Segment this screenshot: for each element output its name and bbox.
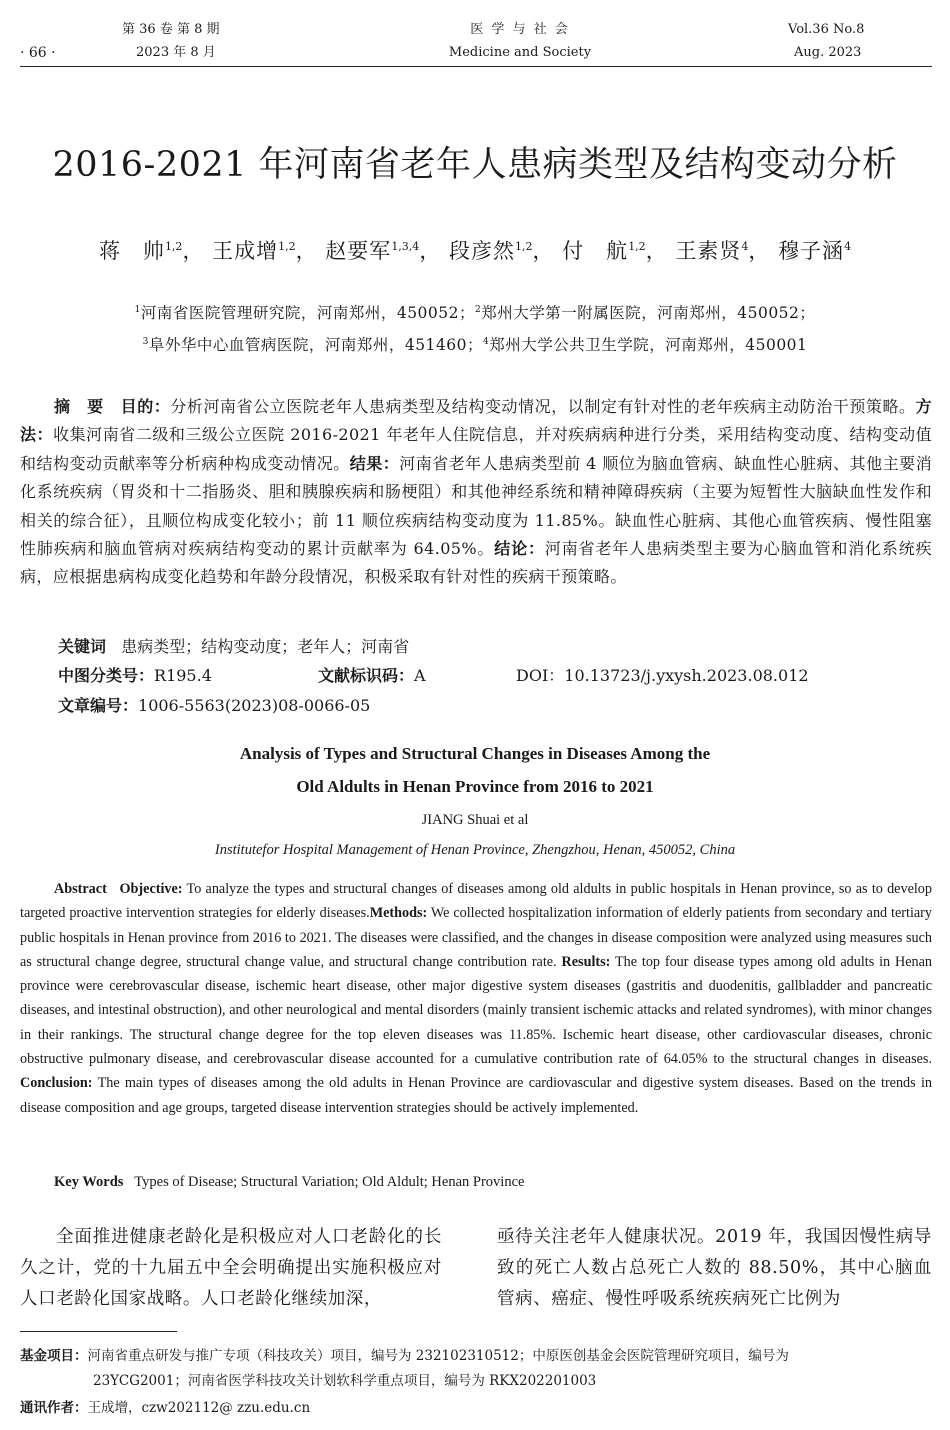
article-number: 文章编号：1006-5563(2023)08-0066-05 [58,696,371,715]
institution-en: Institutefor Hospital Management of Henan Province, Zhengzhou, Henan, 450052, China [214,842,736,858]
keywords-en: Key Words Types of Disease; Structural Variation; Old Aldult; Henan Province [54,1174,525,1190]
author-list: 蒋 帅$^{1,2}$， 王成增$^{1,2}$， 赵要军$^{1,3,4}$， 段彦然$^{1,2}$， 付 航$^{1,2}$， 王素贤$^4$， 穆子涵$^4$ [98,239,852,263]
date-en: Aug. 2023 [794,45,862,60]
document-code: 文献标识码：A [318,666,426,685]
page-number: · 66 · [20,45,56,61]
corresponding-author: 通讯作者：王成增，czw202112@ zzu.edu.cn [20,1400,311,1416]
article-title-en-line-1: Analysis of Types and Structural Changes in Diseases Among the [239,744,711,763]
affiliation-line-1: $^1$河南省医院管理研究院，河南郑州，450052；$^2$郑州大学第一附属医院，河南郑州，450052； [134,304,816,323]
keywords-cn: 关键词 患病类型；结构变动度；老年人；河南省 [58,637,410,656]
date-cn: 2023 年 8 月 [136,45,216,60]
journal-en: Medicine and Society [448,45,592,60]
fund-footnote: 基金项目：河南省重点研发与推广专项（科技攻关）项目，编号为 232102310512；中原医创基金会医院管理研究项目，编号为 [20,1348,789,1364]
journal-cn: 医 学 与 社 会 [470,22,570,37]
issue-cn: 第 36 卷 第 8 期 [122,22,220,37]
abstract-label: 摘 要 [54,397,104,416]
article-title-en-line-2: Old Aldults in Henan Province from 2016 to 2021 [296,777,654,796]
body-column-right: 亟待关注老年人健康状况。2019 年，我国因慢性病导致的死亡人数占总死亡人数的 88.50%，其中心脑血管病、癌症、慢性呼吸系统疾病死亡比例为 [497,1227,932,1309]
fund-footnote-cont: 23YCG2001；河南省医学科技攻关计划软科学重点项目，编号为 RKX202201003 [93,1373,597,1389]
author: 段彦然$^{1,2}$ [449,239,533,263]
footnote-rule [20,1331,177,1332]
author: 穆子涵$^4$ [778,239,852,263]
abstract-cn: 摘 要 目的：分析河南省公立医院老年人患病类型及结构变动情况，以制定有针对性的老年疾病主动防治干预策略。方法：收集河南省二级和三级公立医院 2016-2021 年老年人住院信息，并对疾病病种进行分类，采用结构变动度、结构变动值和结构变动贡献率等分析病种构成变动情况。结果：河南省老年人患病类型前 4 顺位为脑血管病、缺血性心脏病、其他主要消化系统疾病（胃炎和十二指肠炎、胆和胰腺疾病和肠梗阻）和其他神经系统和精神障碍疾病（主要为短暂性大脑缺血性发作和相关的综合征），且顺位构成变化较小；前 11 顺位疾病结构变动度为 11.85%。缺血性心脏病、其他心血管疾病、慢性阻塞性肺疾病和脑血管病对疾病结构变动的累计贡献率为 64.05%。结论：河南省老年人患病类型主要为心脑血管和消化系统疾病，应根据患病构成变化趋势和年龄分段情况，积极采取有针对性的疾病干预策略。 [20,397,933,587]
volume-en: Vol.36 No.8 [788,22,865,37]
author: 王素贤$^4$ [675,239,749,263]
author: 蒋 帅$^{1,2}$ [98,239,183,263]
affiliation-line-2: $^3$阜外华中心血管病医院，河南郑州，451460；$^4$郑州大学公共卫生学院，河南郑州，450001 [142,336,808,355]
author: 赵要军$^{1,3,4}$ [325,239,420,263]
author: 王成增$^{1,2}$ [212,239,296,263]
header-rule [20,66,932,67]
classification-line: 中图分类号：R195.4 [58,666,212,685]
doi: DOI：10.13723/j.yxysh.2023.08.012 [516,666,809,685]
article-title-cn: 2016-2021 年河南省老年人患病类型及结构变动分析 [52,145,898,185]
abstract-en: Abstract Objective: To analyze the types and structural changes of diseases among old aldults in public hospitals in Henan province, so as to develop targeted proactive intervention strategies for elderly diseases.Methods: We collected hospitalization information of elderly patients from secondary and tertiary public hospitals in Henan province from 2016 to 2021. The diseases were classified, and the changes in disease composition were analyzed using measures such as structural change degree, structural change value, and structural change contribution rate. Results: The top four disease types among old adults in Henan province were cerebrovascular disease, ischemic heart disease, other major digestive system diseases (gastritis and duodenitis, gallbladder and pancreatic diseases, and intestinal obstruction), and other neurological and mental disorders (mainly transient ischemic attacks and related syndromes), with minor changes in their rankings. The structural change degree for the top eleven diseases was 11.85%. Ischemic heart disease, other cardiovascular diseases, chronic obstructive pulmonary disease, and cerebrovascular disease accounted for a cumulative contribution rate of 64.05% to the structural changes in diseases. Conclusion: The main types of diseases among the old adults in Henan Province are cardiovascular and digestive system diseases. Based on the trends in disease composition and age groups, targeted disease intervention strategies should be actively implemented. [20,881,933,1116]
body-column-left: 全面推进健康老龄化是积极应对人口老龄化的长久之计，党的十九届五中全会明确提出实施积极应对人口老龄化国家战略。人口老龄化继续加深， [20,1227,442,1309]
author: 付 航$^{1,2}$ [562,239,646,263]
author-en: JIANG Shuai et al [421,812,529,828]
